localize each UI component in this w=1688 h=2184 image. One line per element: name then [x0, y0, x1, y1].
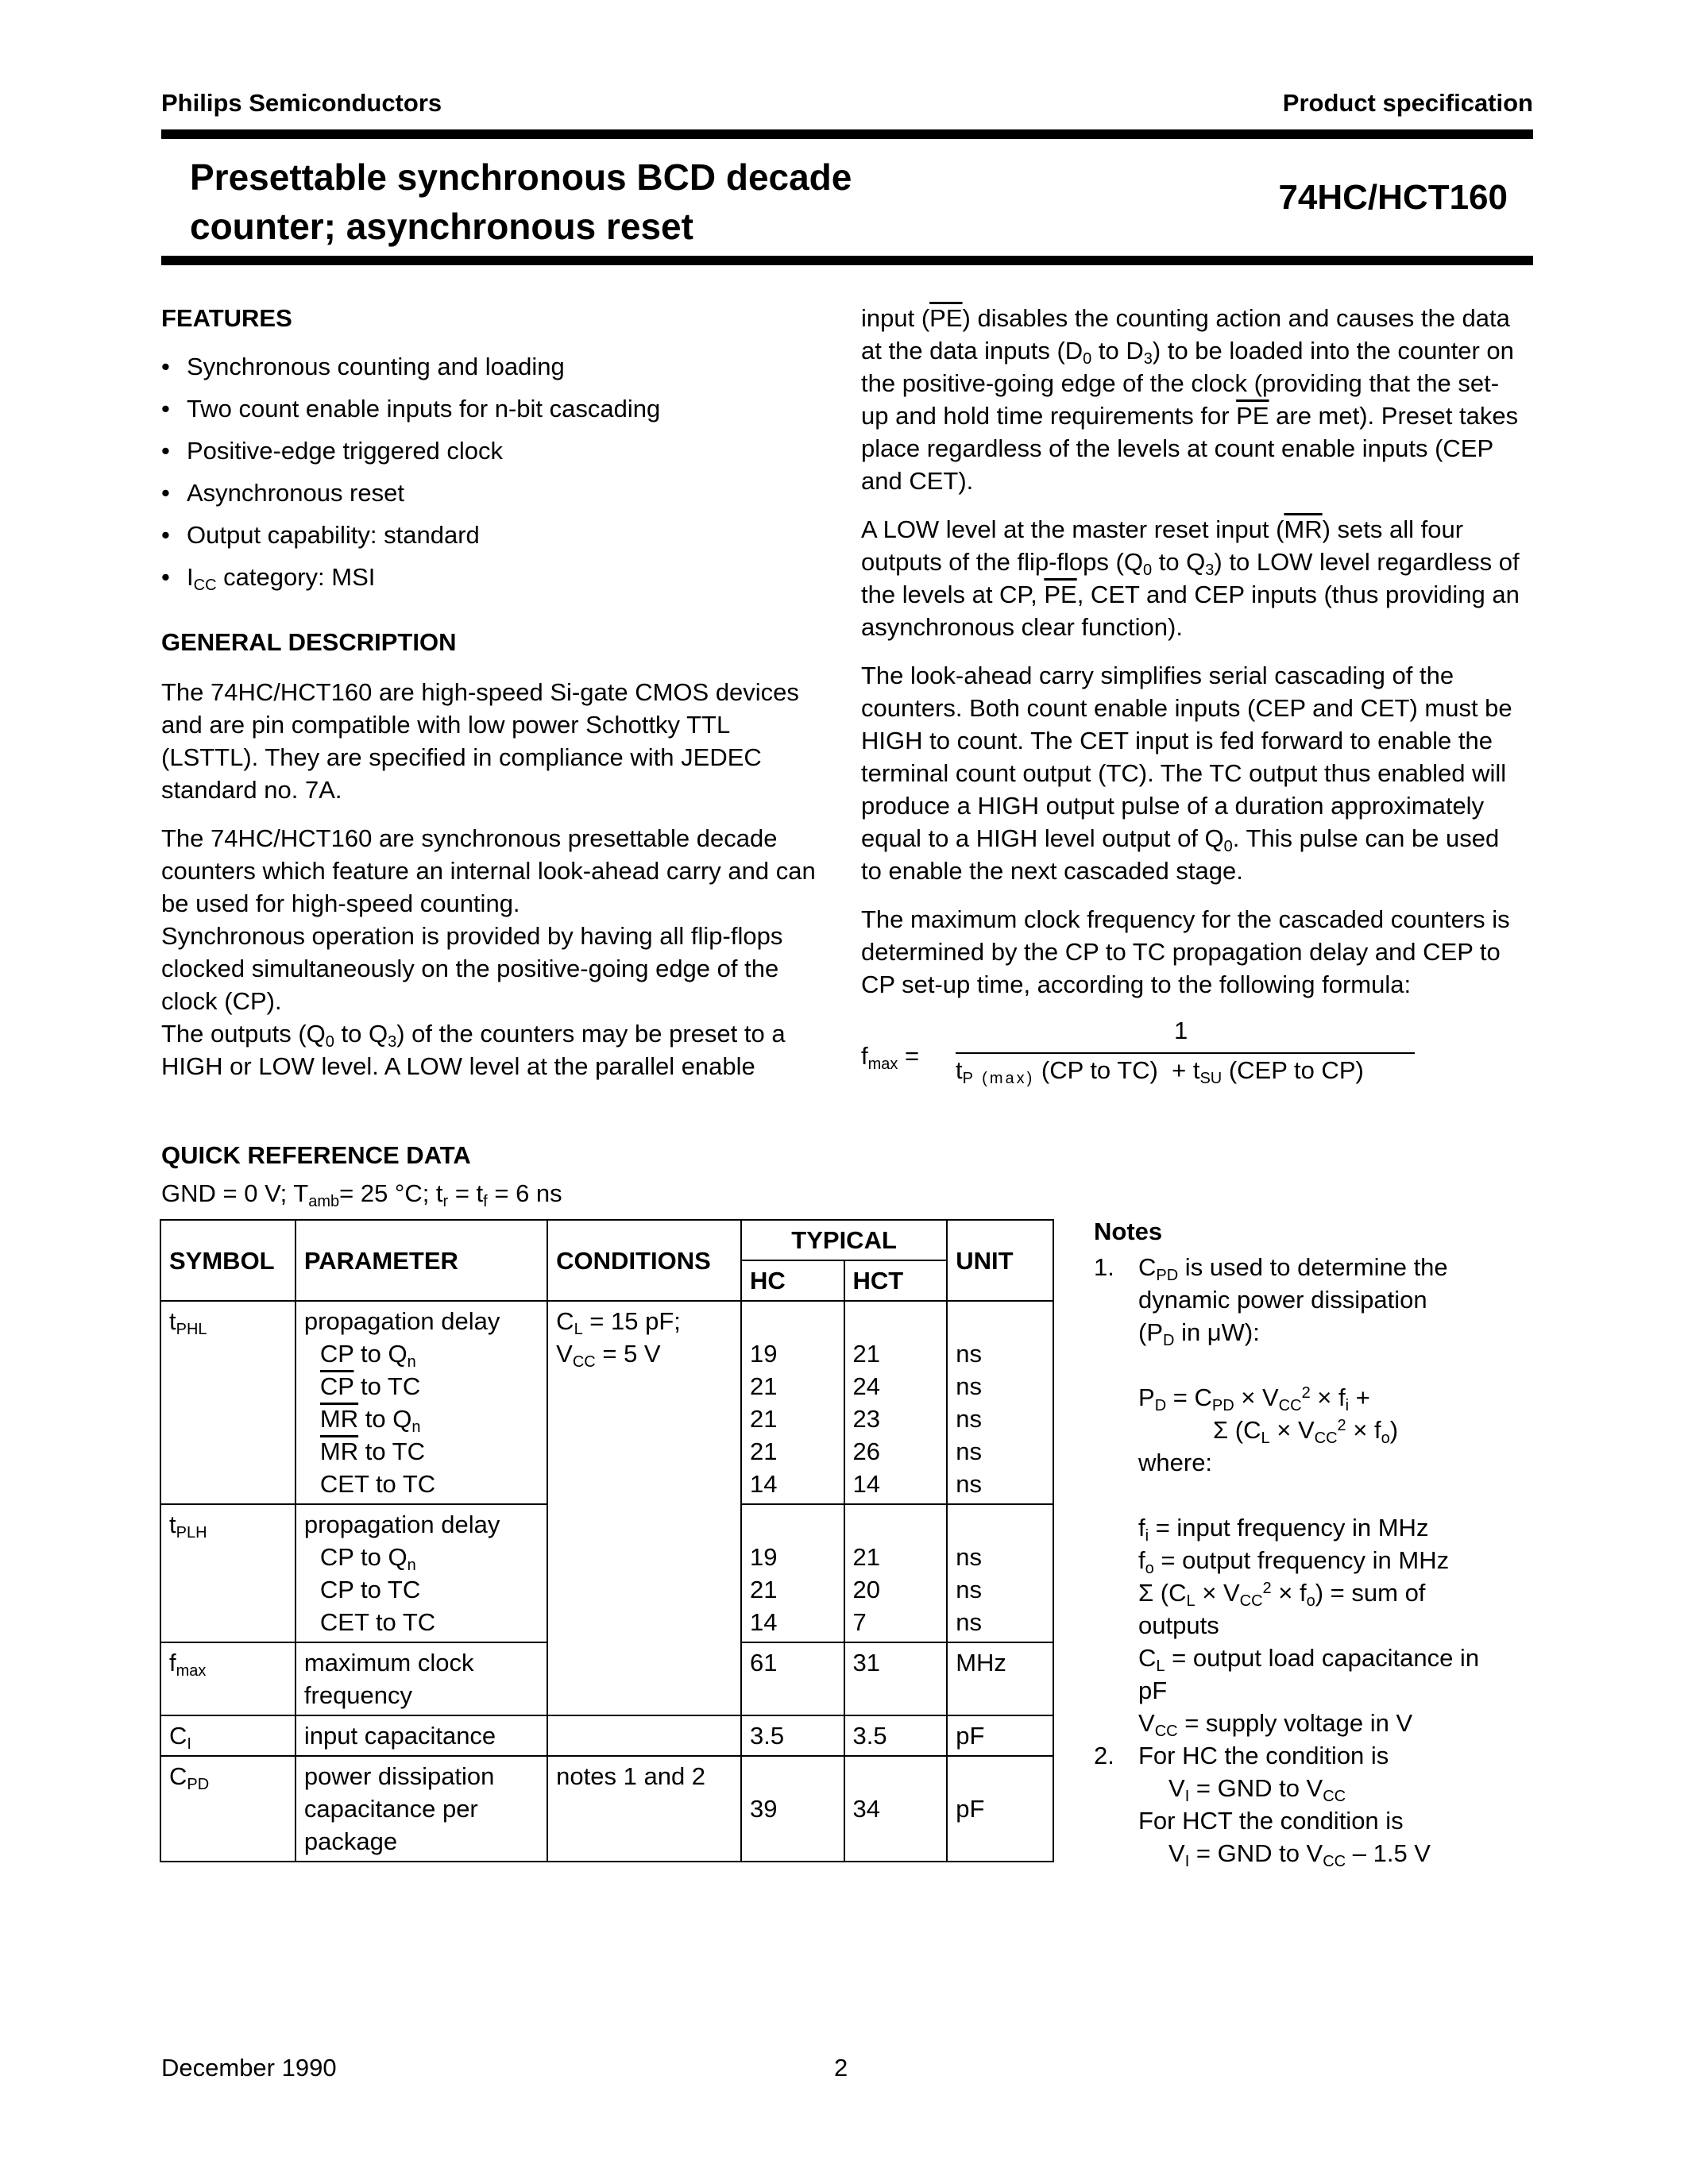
- col-header-typical: TYPICAL: [741, 1220, 947, 1260]
- list-item: • Asynchronous reset: [161, 472, 821, 514]
- features-list: [161, 345, 821, 598]
- header-rule-bottom: [161, 256, 1533, 265]
- list-item: • Two count enable inputs for n-bit cascading: [161, 388, 821, 430]
- quick-reference-table: [160, 1219, 1054, 1862]
- carry-paragraph: The look-ahead carry simplifies serial cascading of the counters. Both count enable inputs (CEP and CET) must be HIGH to count. The CET input is fed forward to enable the terminal count output (TC). The TC output thus enabled will produce a HIGH output pulse of a duration approximately equal to a HIGH level output of $Q_0$. This pulse can be used to enable the next cascaded stage.: [861, 662, 1512, 885]
- table-row: $f_{max}$ maximum clock frequency 61 31 MHz: [160, 1642, 1053, 1715]
- col-header-parameter: PARAMETER: [295, 1220, 547, 1301]
- note-1: 1. $C_{PD}$ is used to determine the dynamic power dissipation ($P_D$ in μW): $P_D = C_{PD} \times V_{CC}^2 \times f_i$ + Σ $(C_L \times V_{CC}^2 \times f_o)$ where: $f_i$ = input frequency in MHz $f_o$ = output frequency in MHz Σ $(C_L \times V_{CC}^2 \times f_o)$ = sum of outputs $C_L$ = output load capacitance in pF $V_{CC}$ = supply voltage in V: [1094, 1253, 1480, 1740]
- list-item: • Synchronous counting and loading: [161, 345, 821, 388]
- part-number: 74HC/HCT160: [1278, 178, 1508, 217]
- list-item: • Output capability: standard: [161, 514, 821, 556]
- list-item: • $I_{CC}$ category: MSI: [161, 556, 821, 598]
- table-header-row: [160, 1220, 1053, 1260]
- col-header-hc: HC: [741, 1260, 844, 1301]
- general-description-heading: GENERAL DESCRIPTION: [161, 628, 457, 656]
- col-header-symbol: SYMBOL: [160, 1220, 295, 1301]
- notes-section: [1094, 1215, 1527, 1870]
- page-number: 2: [834, 2054, 848, 2082]
- company-name: Philips Semiconductors: [161, 89, 442, 117]
- fmax-paragraph: The maximum clock frequency for the cascaded counters is determined by the CP to TC propagation delay and CEP to CP set-up time, according to the following formula:: [861, 905, 1510, 998]
- reset-paragraph: A LOW level at the master reset input $(\overline{MR})$ sets all four outputs of the flip-flops ($Q_0$ to $Q_3$) to LOW level regardless of the levels at CP, $\overline{PE}$, CET and CEP inputs (thus providing an asynchronous clear function).: [861, 515, 1520, 641]
- list-item: • Positive-edge triggered clock: [161, 430, 821, 472]
- qrd-heading: QUICK REFERENCE DATA: [161, 1141, 471, 1169]
- fmax-label: $f_{max}$ =: [861, 1042, 920, 1073]
- left-column: [161, 304, 821, 1082]
- features-heading: FEATURES: [161, 304, 292, 332]
- col-header-unit: UNIT: [947, 1220, 1053, 1301]
- table-row: $t_{PHL}$ propagation delay CP to $Q_n$ $\overline{CP}$ to TC $\overline{MR}$ to $Q_n$ $\overline{MR}$ to TC CET to TC $C_L = 15$ pF; $V_{CC} = 5$ V 19 21 21 21 14 21 24 23 26 14 ns ns ns ns ns: [160, 1301, 1053, 1504]
- qrd-conditions: GND = 0 V; $T_{amb}= 25$ °C; $t_r = t_f = 6$ ns: [161, 1179, 562, 1210]
- page-title: Presettable synchronous BCD decade counter; asynchronous reset: [190, 156, 852, 247]
- fmax-numerator: 1: [1174, 1017, 1188, 1044]
- table-row: $C_{PD}$ power dissipation capacitance per package notes 1 and 2 39 34 pF: [160, 1756, 1053, 1862]
- document-type: Product specification: [1282, 89, 1533, 117]
- fraction-line: [956, 1052, 1415, 1054]
- header-rule-top: [161, 129, 1533, 139]
- right-column: [861, 302, 1525, 1017]
- fmax-denominator: $t_{P (max)}$ (CP to $TC) + t_{SU}$ (CEP to CP): [956, 1056, 1364, 1087]
- notes-heading: Notes: [1094, 1217, 1163, 1245]
- col-header-hct: HCT: [844, 1260, 948, 1301]
- table-row: $t_{PLH}$ propagation delay CP to $Q_n$ CP to TC CET to TC 19 21 14 21 20 7 ns ns ns: [160, 1504, 1053, 1642]
- preset-paragraph: input $(\overline{PE})$ disables the counting action and causes the data at the data inputs ($D_0$ to $D_3$) to be loaded into the counter on the positive-going edge of the clock (providing that the set-up and hold time requirements for $\overline{PE}$ are met). Preset takes place regardless of the levels at count enable inputs (CEP and CET).: [861, 304, 1519, 495]
- general-description: The 74HC/HCT160 are high-speed Si-gate CMOS devices and are pin compatible with low power Schottky TTL (LSTTL). They are specified in compliance with JEDEC standard no. 7A. The 74HC/HCT160 are synchronous presettable decade counters which feature an internal look-ahead carry and can be used for high-speed counting. Synchronous operation is provided by having all flip-flops clocked simultaneously on the positive-going edge of the clock (CP). The outputs ($Q_0$ to $Q_3$) of the counters may be preset to a HIGH or LOW level. A LOW level at the parallel enable: [161, 678, 816, 1080]
- table-row: $C_I$ input capacitance 3.5 3.5 pF: [160, 1715, 1053, 1756]
- note-2: 2. For HC the condition is $V_I$ = GND to $V_{CC}$ For HCT the condition is $V_I$ = GND to $V_{CC} - 1.5$ V: [1094, 1742, 1431, 1870]
- col-header-conditions: CONDITIONS: [547, 1220, 741, 1301]
- footer-date: December 1990: [161, 2054, 337, 2082]
